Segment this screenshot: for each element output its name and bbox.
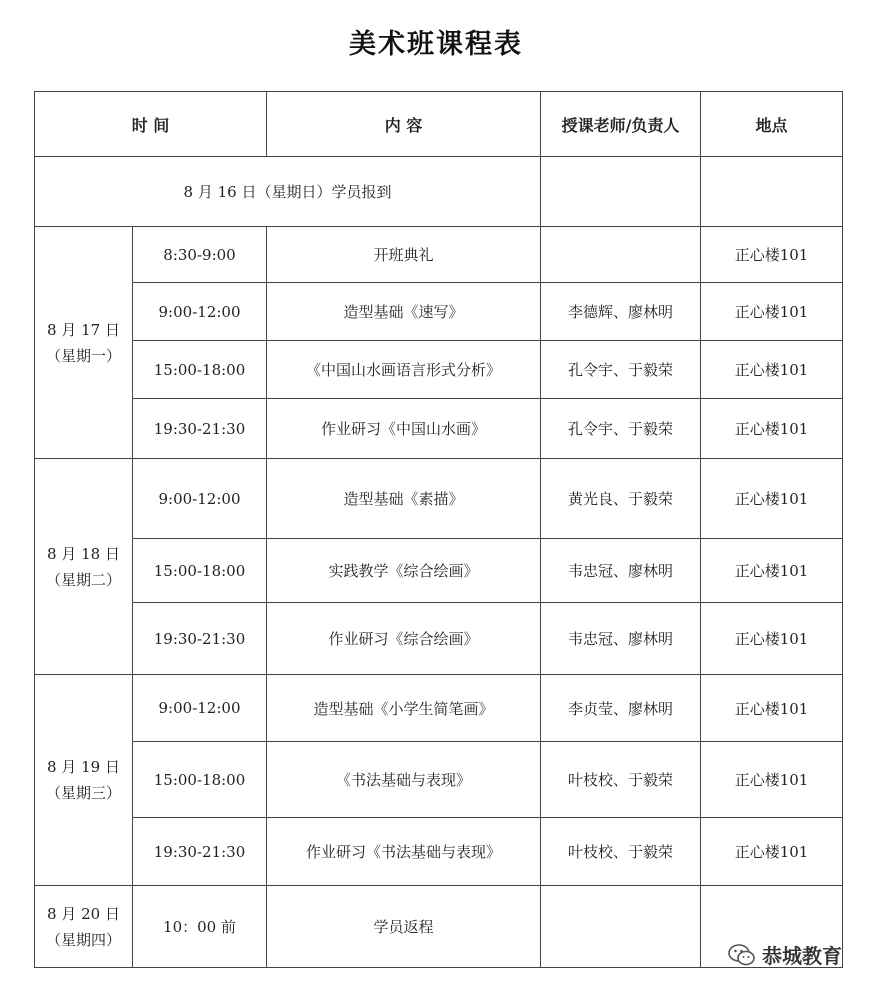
location-cell: 正心楼101 bbox=[701, 227, 843, 283]
content-cell: 造型基础《小学生简笔画》 bbox=[267, 675, 541, 742]
arrival-teacher-cell bbox=[541, 157, 701, 227]
teacher-cell: 叶枝校、于毅荣 bbox=[541, 818, 701, 886]
weekday-label: （星期三） bbox=[45, 784, 121, 802]
weekday-label: （星期四） bbox=[45, 930, 121, 949]
arrival-cell: 8 月 16 日（星期日）学员报到 bbox=[35, 157, 541, 227]
date-label: 8 月 20 日 bbox=[47, 904, 120, 923]
content-cell: 作业研习《综合绘画》 bbox=[267, 603, 541, 675]
header-row bbox=[35, 92, 843, 157]
time-cell: 15:00-18:00 bbox=[133, 341, 267, 399]
wechat-icon bbox=[728, 943, 756, 967]
time-cell: 19:30-21:30 bbox=[133, 818, 267, 886]
watermark-text: 恭城教育 bbox=[762, 944, 842, 968]
time-cell: 8:30-9:00 bbox=[133, 227, 267, 283]
content-cell: 作业研习《中国山水画》 bbox=[267, 399, 541, 459]
time-cell: 19:30-21:30 bbox=[133, 399, 267, 459]
header-teacher: 授课老师/负责人 bbox=[541, 92, 701, 157]
date-cell-day1 bbox=[35, 227, 133, 459]
time-cell: 9:00-12:00 bbox=[133, 283, 267, 341]
date-label: 8 月 18 日 bbox=[47, 544, 120, 563]
time-cell: 15:00-18:00 bbox=[133, 539, 267, 603]
content-cell: 造型基础《素描》 bbox=[267, 459, 541, 539]
time-cell: 9:00-12:00 bbox=[133, 459, 267, 539]
teacher-cell: 黄光良、于毅荣 bbox=[541, 459, 701, 539]
content-cell: 《中国山水画语言形式分析》 bbox=[267, 341, 541, 399]
location-cell: 正心楼101 bbox=[701, 341, 843, 399]
teacher-cell: 李德辉、廖林明 bbox=[541, 283, 701, 341]
table-row bbox=[35, 818, 843, 886]
location-cell: 正心楼101 bbox=[701, 539, 843, 603]
weekday-label: （星期二） bbox=[45, 570, 121, 589]
time-cell: 15:00-18:00 bbox=[133, 742, 267, 818]
watermark bbox=[728, 940, 842, 969]
teacher-cell: 韦忠冠、廖林明 bbox=[541, 539, 701, 603]
arrival-location-cell bbox=[701, 157, 843, 227]
location-cell: 正心楼101 bbox=[701, 399, 843, 459]
location-cell: 正心楼101 bbox=[701, 283, 843, 341]
weekday-label: （星期一） bbox=[45, 346, 121, 365]
page-title: 美术班课程表 bbox=[349, 29, 523, 60]
table-row bbox=[35, 603, 843, 675]
table-row bbox=[35, 539, 843, 603]
location-cell: 正心楼101 bbox=[701, 675, 843, 742]
content-cell: 作业研习《书法基础与表现》 bbox=[267, 818, 541, 886]
table-row bbox=[35, 459, 843, 539]
time-cell: 10：00 前 bbox=[133, 886, 267, 968]
header-content: 内 容 bbox=[267, 92, 541, 157]
location-cell: 正心楼101 bbox=[701, 603, 843, 675]
location-cell: 正心楼101 bbox=[701, 818, 843, 886]
date-label: 8 月 19 日 bbox=[47, 758, 120, 776]
date-cell-day4 bbox=[35, 886, 133, 968]
teacher-cell: 李贞莹、廖林明 bbox=[541, 675, 701, 742]
teacher-cell: 孔令宇、于毅荣 bbox=[541, 399, 701, 459]
table-row bbox=[35, 886, 843, 968]
content-cell: 造型基础《速写》 bbox=[267, 283, 541, 341]
time-cell: 9:00-12:00 bbox=[133, 675, 267, 742]
header-location: 地点 bbox=[701, 92, 843, 157]
date-label: 8 月 17 日 bbox=[47, 320, 120, 339]
date-cell-day2 bbox=[35, 459, 133, 675]
table-row bbox=[35, 742, 843, 818]
arrival-row bbox=[35, 157, 843, 227]
table-row bbox=[35, 675, 843, 742]
teacher-cell bbox=[541, 227, 701, 283]
schedule-table bbox=[34, 91, 843, 968]
table-row bbox=[35, 341, 843, 399]
table-row bbox=[35, 227, 843, 283]
teacher-cell: 叶枝校、于毅荣 bbox=[541, 742, 701, 818]
teacher-cell bbox=[541, 886, 701, 968]
content-cell: 《书法基础与表现》 bbox=[267, 742, 541, 818]
location-cell: 正心楼101 bbox=[701, 459, 843, 539]
date-cell-day3 bbox=[35, 675, 133, 886]
content-cell: 开班典礼 bbox=[267, 227, 541, 283]
table-row bbox=[35, 399, 843, 459]
content-cell: 学员返程 bbox=[267, 886, 541, 968]
content-cell: 实践教学《综合绘画》 bbox=[267, 539, 541, 603]
location-cell: 正心楼101 bbox=[701, 742, 843, 818]
teacher-cell: 孔令宇、于毅荣 bbox=[541, 341, 701, 399]
table-row bbox=[35, 283, 843, 341]
teacher-cell: 韦忠冠、廖林明 bbox=[541, 603, 701, 675]
time-cell: 19:30-21:30 bbox=[133, 603, 267, 675]
header-time: 时 间 bbox=[35, 92, 267, 157]
